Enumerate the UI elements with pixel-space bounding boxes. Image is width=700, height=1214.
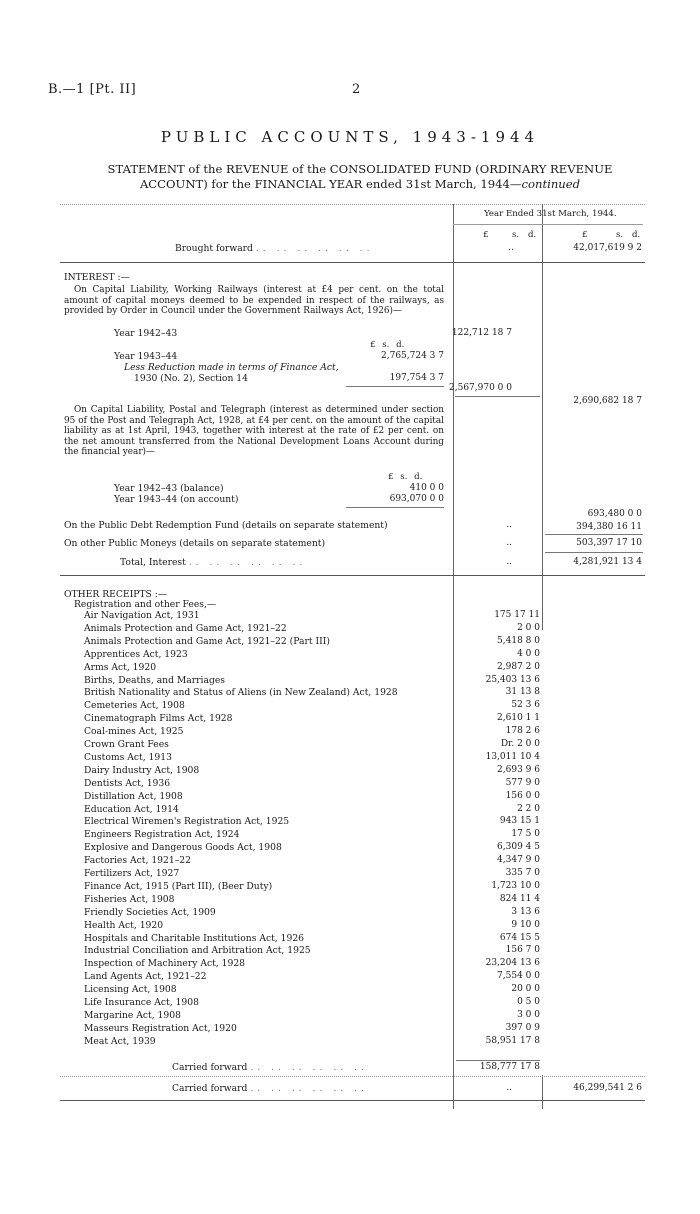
receipt-name: Health Act, 1920 xyxy=(84,919,164,931)
receipt-name: Dentists Act, 1936 xyxy=(84,777,171,789)
receipt-value: 943 15 1 xyxy=(499,816,540,827)
receipt-name: Fertilizers Act, 1927 xyxy=(84,868,180,879)
receipt-name: Margarine Act, 1908 xyxy=(84,1009,181,1021)
receipt-value: 2 0 0 xyxy=(517,622,540,633)
col1-shillings: s. xyxy=(512,230,520,240)
other-moneys-col2: 503,397 17 10 xyxy=(576,538,642,548)
carried-forward-col2: 46,299,541 2 6 xyxy=(573,1083,642,1093)
statement-line-2: ACCOUNT) for the FINANCIAL YEAR ended 31st March, 1944—continued xyxy=(139,177,581,191)
receipt-value: 5,418 8 0 xyxy=(497,635,540,646)
receipt-value: 397 0 9 xyxy=(505,1022,540,1033)
receipt-name: Fisheries Act, 1908 xyxy=(84,893,175,905)
receipt-name: Animals Protection and Game Act, 1921–22 xyxy=(84,622,287,634)
receipt-name: Inspection of Machinery Act, 1928 xyxy=(84,958,246,970)
other-moneys-label: On other Public Moneys (details on separate statement) xyxy=(64,538,326,549)
total-interest-col1: .. xyxy=(506,557,512,567)
receipt-name: Crown Grant Fees xyxy=(84,739,169,750)
column-divider-1-upper xyxy=(453,204,454,630)
receipt-value: 335 7 0 xyxy=(505,868,540,878)
receipt-value: 156 7 0 xyxy=(505,945,540,956)
other-moneys-rule xyxy=(545,552,643,553)
bottom-rule xyxy=(60,1100,645,1101)
receipt-name: Engineers Registration Act, 1924 xyxy=(84,829,240,841)
statement-line-1: STATEMENT of the REVENUE of the CONSOLIDATED FUND (ORDINARY REVENUE xyxy=(107,162,613,176)
debt-redemption-col1: .. xyxy=(506,520,512,530)
receipt-name: Customs Act, 1913 xyxy=(84,751,172,763)
receipt-value: 175 17 11 xyxy=(494,610,540,620)
receipt-name: Cemeteries Act, 1908 xyxy=(84,700,185,712)
carried-forward-inner-col1: 158,777 17 8 xyxy=(479,1062,540,1072)
brought-forward-col1: .. xyxy=(508,243,514,253)
postal-inline-units: £ s. d. xyxy=(388,472,423,482)
receipt-name: Cinematograph Films Act, 1928 xyxy=(84,713,233,725)
page-number: 2 xyxy=(352,82,361,97)
receipt-value: 577 9 0 xyxy=(505,777,540,788)
receipt-name: Dairy Industry Act, 1908 xyxy=(84,764,200,776)
other-receipts-heading: OTHER RECEIPTS :— xyxy=(64,589,168,600)
receipt-value: 20 0 0 xyxy=(511,984,540,995)
column-divider-2-upper xyxy=(542,204,543,630)
interest-heading: INTEREST :— xyxy=(64,272,130,283)
receipt-value: 52 3 6 xyxy=(511,700,540,711)
postal-account-value: 693,070 0 0 xyxy=(389,494,444,504)
receipt-name: British Nationality and Status of Aliens (in New Zealand) Act, 1928 xyxy=(84,687,398,699)
col1-pence: d. xyxy=(528,230,537,240)
receipt-name: Factories Act, 1921–22 xyxy=(84,855,191,867)
receipt-name: Arms Act, 1920 xyxy=(84,661,157,673)
receipt-name: Life Insurance Act, 1908 xyxy=(84,997,199,1008)
receipt-value: 23,204 13 6 xyxy=(485,958,540,969)
receipt-value: 2,987 2 0 xyxy=(497,661,540,672)
receipt-value: 2,610 1 1 xyxy=(497,713,540,724)
postal-text: On Capital Liability, Postal and Telegraph (interest as determined under section 95 of the Post and Telegraph Act, 1928, at £4 per cent. on the amount of the capital liability as at 1st April, 1943, together with interest at the rate of £2 per cent. on the net amount transferred from the National Development Loans Account during the financial year)— xyxy=(64,405,444,458)
col1-pounds: £ xyxy=(483,230,489,240)
receipt-name: Electrical Wiremen's Registration Act, 1925 xyxy=(84,816,290,828)
receipt-name: Hospitals and Charitable Institutions Act, 1926 xyxy=(84,932,305,944)
carried-forward-label: Carried forward .. .. .. .. .. .. xyxy=(172,1083,368,1094)
receipt-value: 2 2 0 xyxy=(517,803,540,814)
wr-year-1942-label: Year 1942–43 xyxy=(114,328,178,339)
col2-shillings: s. xyxy=(616,230,624,240)
receipt-name: Apprentices Act, 1923 xyxy=(84,648,188,660)
receipt-name: Births, Deaths, and Marriages xyxy=(84,674,226,686)
postal-balance-value: 410 0 0 xyxy=(409,483,444,493)
receipt-value: 9 10 0 xyxy=(511,919,540,930)
receipt-value: 17 5 0 xyxy=(511,829,540,840)
carried-forward-col1: .. xyxy=(506,1083,512,1093)
total-interest-label: Total, Interest .. .. .. .. .. .. xyxy=(120,557,307,568)
receipt-value: Dr. 2 0 0 xyxy=(500,739,540,749)
brought-forward-label: Brought forward .. .. .. .. .. .. xyxy=(175,243,374,254)
receipt-name: Animals Protection and Game Act, 1921–22 (Part III) xyxy=(84,635,330,647)
brought-forward-col2: 42,017,619 9 2 xyxy=(573,243,642,253)
header-rule xyxy=(453,224,643,225)
wr-year-1942-value: 122,712 18 7 xyxy=(451,328,512,338)
receipt-value: 2,693 9 6 xyxy=(497,764,540,775)
receipt-value: 13,011 10 4 xyxy=(485,751,540,762)
col2-pence: d. xyxy=(632,230,641,240)
wr-year-1943-value: 2,765,724 3 7 xyxy=(381,351,444,361)
carried-forward-inner-label: Carried forward .. .. .. .. .. .. xyxy=(172,1062,368,1073)
wr-year-1943-label: Year 1943–44 xyxy=(114,351,178,362)
receipt-name: Licensing Act, 1908 xyxy=(84,984,177,996)
receipt-name: Finance Act, 1915 (Part III), (Beer Duty) xyxy=(84,880,273,892)
section-rule-2 xyxy=(60,575,645,576)
total-interest-col2: 4,281,921 13 4 xyxy=(573,557,642,567)
receipt-value: 6,309 4 5 xyxy=(497,842,540,853)
receipt-value: 1,723 10 0 xyxy=(491,880,540,891)
column-divider-2-lower xyxy=(542,1075,543,1109)
receipt-value: 25,403 13 6 xyxy=(485,674,540,685)
receipt-name: Distillation Act, 1908 xyxy=(84,790,183,802)
other-receipts-subheading: Registration and other Fees,— xyxy=(74,599,217,610)
receipt-name: Explosive and Dangerous Goods Act, 1908 xyxy=(84,842,282,854)
report-reference: B.—1 [Pt. II] xyxy=(48,82,137,97)
receipt-value: 58,951 17 8 xyxy=(485,1035,540,1046)
receipt-value: 0 5 0 xyxy=(517,997,540,1007)
postal-balance-label: Year 1942–43 (balance) xyxy=(114,483,224,494)
receipt-value: 3 13 6 xyxy=(511,906,540,917)
wr-col1-rule xyxy=(455,396,540,397)
working-railways-text: On Capital Liability, Working Railways (interest at £4 per cent. on the total amount of capital moneys deemed to be expended in respect of the railways, as provided by Order in Council under the Government Railways Act, 1926)— xyxy=(64,285,444,317)
statement-heading xyxy=(60,162,660,192)
wr-inline-units: £ s. d. xyxy=(370,340,405,350)
receipt-value: 178 2 6 xyxy=(505,726,540,737)
column-divider-1-lower xyxy=(453,585,454,1109)
debt-redemption-col2: 394,380 16 11 xyxy=(576,522,642,532)
wr-less-label-2: 1930 (No. 2), Section 14 xyxy=(134,373,248,384)
other-moneys-col1: .. xyxy=(506,538,512,548)
section-rule-1 xyxy=(60,262,645,263)
wr-total-value: 2,690,682 18 7 xyxy=(573,396,642,406)
receipt-value: 7,554 0 0 xyxy=(497,971,540,982)
wr-less-value: 197,754 3 7 xyxy=(389,373,444,383)
continued-label: continued xyxy=(521,177,581,191)
carried-forward-rule xyxy=(60,1076,645,1077)
receipts-sum-rule xyxy=(456,1060,540,1061)
receipt-name: Land Agents Act, 1921–22 xyxy=(84,971,207,983)
receipt-name: Masseurs Registration Act, 1920 xyxy=(84,1022,237,1034)
page-title: PUBLIC ACCOUNTS, 1943-1944 xyxy=(160,128,540,146)
receipt-value: 3 0 0 xyxy=(517,1009,540,1020)
wr-less-label: Less Reduction made in terms of Finance Act, xyxy=(124,362,339,373)
postal-account-label: Year 1943–44 (on account) xyxy=(114,494,239,505)
receipt-name: Meat Act, 1939 xyxy=(84,1035,156,1047)
col2-pounds: £ xyxy=(582,230,588,240)
wr-subtotal-rule xyxy=(346,386,444,387)
receipt-name: Air Navigation Act, 1931 xyxy=(84,610,200,621)
top-rule xyxy=(60,204,645,205)
postal-total-value: 693,480 0 0 xyxy=(587,509,642,519)
receipt-name: Education Act, 1914 xyxy=(84,803,179,815)
receipt-value: 156 0 0 xyxy=(505,790,540,801)
wr-net-value: 2,567,970 0 0 xyxy=(449,383,512,393)
receipt-value: 824 11 4 xyxy=(499,893,540,904)
receipt-value: 4,347 9 0 xyxy=(497,855,540,866)
column-header: Year Ended 31st March, 1944. xyxy=(484,209,617,219)
debt-redemption-rule xyxy=(545,534,643,535)
receipt-value: 4 0 0 xyxy=(517,648,540,659)
receipt-name: Friendly Societies Act, 1909 xyxy=(84,906,216,918)
receipt-value: 674 15 5 xyxy=(499,932,540,943)
postal-subtotal-rule xyxy=(346,507,444,508)
receipt-name: Coal-mines Act, 1925 xyxy=(84,726,184,738)
receipt-name: Industrial Conciliation and Arbitration Act, 1925 xyxy=(84,945,311,957)
debt-redemption-label: On the Public Debt Redemption Fund (details on separate statement) xyxy=(64,520,388,531)
receipt-value: 31 13 8 xyxy=(505,687,540,698)
